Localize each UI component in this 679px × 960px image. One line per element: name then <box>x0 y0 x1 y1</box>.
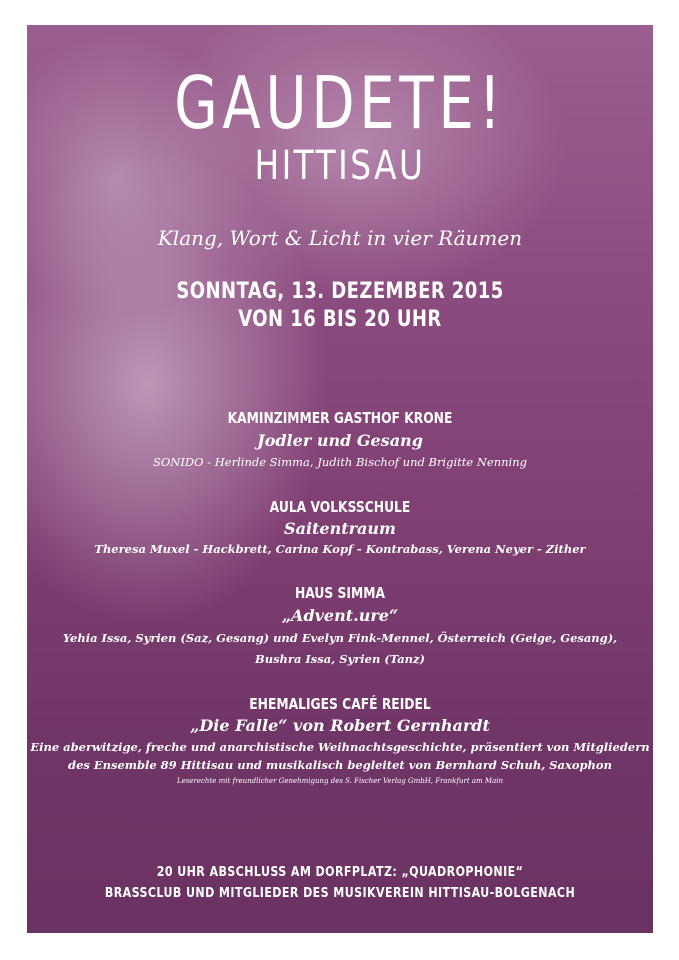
performers-line: Theresa Muxel - Hackbrett, Carina Kopf - Kontrabass, Verena Neyer - Zither <box>94 542 586 556</box>
description-line: des Ensemble 89 Hittisau und musikalisch begleitet von Bernhard Schuh, Saxophon <box>68 758 612 772</box>
program-title: „Die Falle“ von Robert Gernhardt <box>190 716 490 735</box>
program-title: Saitentraum <box>284 519 396 538</box>
performers-line: SONIDO - Herlinde Simma, Judith Bischof und Brigitte Nenning <box>153 455 527 469</box>
venue-name: HAUS SIMMA <box>294 584 385 602</box>
performers-line: Bushra Issa, Syrien (Tanz) <box>255 652 425 666</box>
venue-name: AULA VOLKSSCHULE <box>269 498 411 516</box>
finale-performers: BRASSCLUB UND MITGLIEDER DES MUSIKVEREIN HITTISAU-BOLGENACH <box>104 885 576 901</box>
program-title: Jodler und Gesang <box>257 431 423 450</box>
event-time: VON 16 BIS 20 UHR <box>238 307 442 332</box>
finale-line: 20 UHR ABSCHLUSS AM DORFPLATZ: „QUADROPHONIE“ <box>156 864 524 880</box>
description-line: Eine aberwitzige, freche und anarchistische Weihnachtsgeschichte, präsentiert von Mitgliedern <box>30 740 650 754</box>
poster-title: GAUDETE! <box>174 61 506 145</box>
event-poster <box>27 25 653 933</box>
performers-line: Yehia Issa, Syrien (Saz, Gesang) und Evelyn Fink-Mennel, Österreich (Geige, Gesang), <box>62 631 618 645</box>
poster-tagline: Klang, Wort & Licht in vier Räumen <box>157 226 523 250</box>
poster-subtitle: HITTISAU <box>254 143 426 189</box>
venue-name: KAMINZIMMER GASTHOF KRONE <box>227 409 453 427</box>
event-date: SONNTAG, 13. DEZEMBER 2015 <box>176 279 504 304</box>
rights-credit: Leserechte mit freundlicher Genehmigung des S. Fischer Verlag GmbH, Frankfurt am Main <box>177 777 503 785</box>
venue-name: EHEMALIGES CAFÉ REIDEL <box>249 695 431 713</box>
program-title: „Advent.ure“ <box>281 606 399 625</box>
